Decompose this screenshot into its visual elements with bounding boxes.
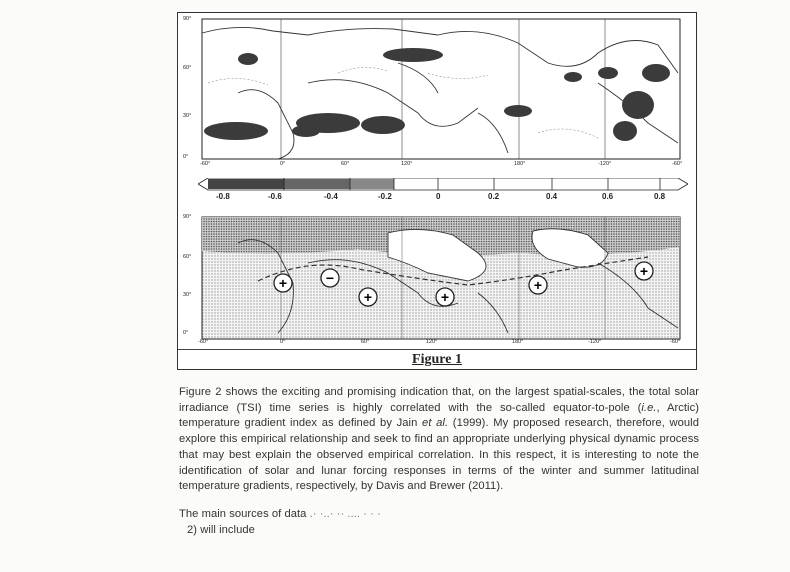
marker-1 [274, 274, 292, 292]
bottom-lat-0: 0° [183, 330, 189, 336]
bottom-lat-30: 30° [183, 292, 192, 298]
colorbar-tick-7: 0.4 [546, 192, 558, 201]
para2-line-2: 2) will include [187, 523, 255, 536]
svg-text:+: + [440, 289, 450, 305]
para1-italic-ie: i.e. [641, 401, 657, 414]
paragraph-2 [179, 507, 699, 523]
para1-part-1: Figure 2 shows the exciting and promising indication that, on the largest spatial-scales, the total solar irradiance (TSI) time series is highly correlated with the so-called equator-to-pole ( [179, 386, 699, 414]
top-lat-30: 30° [183, 113, 192, 119]
colorbar-tick-6: 0.2 [488, 192, 500, 201]
top-lat-60: 60° [183, 65, 192, 71]
marker-3 [359, 288, 377, 306]
bottom-lon-5: 180° [512, 339, 524, 345]
bottom-lon-7: -60° [670, 339, 681, 345]
figure-caption-row [178, 349, 696, 370]
colorbar-tick-4: -0.2 [378, 192, 392, 201]
colorbar-tick-2: -0.6 [268, 192, 282, 201]
top-lon-4: 120° [401, 161, 413, 167]
svg-text:+: + [533, 277, 543, 293]
marker-6 [635, 262, 653, 280]
colorbar-tick-9: 0.8 [654, 192, 666, 201]
top-lat-0: 0° [183, 154, 189, 160]
colorbar-tick-5: 0 [436, 192, 441, 201]
svg-text:+: + [363, 289, 373, 305]
bottom-lat-60: 60° [183, 254, 192, 260]
marker-2 [321, 269, 339, 287]
para1-part-2: , Arctic) temperature gradient index as defined by Jain [179, 401, 699, 430]
para1-part-3: (1999). My proposed research, therefore, would explore this empirical relationship and seek to find an appropriate underlying physical dynamic process that may best explain the observed empirical correlation. In this respect, it is interesting to note the identification of solar and lunar forcing responses in terms of the winter and summer latitudinal temperature gradients, respectively, by Davis and Brewer (2011). [179, 417, 699, 493]
top-lon-3: 60° [341, 161, 350, 167]
bottom-lon-1: -60° [198, 339, 209, 345]
top-lon-6: -120° [598, 161, 612, 167]
figure-frame [177, 12, 697, 370]
bottom-lon-2: 0° [280, 339, 286, 345]
top-lon-7: -60° [672, 161, 683, 167]
paragraph-1 [179, 385, 699, 495]
body-text [179, 385, 699, 538]
colorbar-tick-1: -0.8 [216, 192, 230, 201]
marker-4 [436, 288, 454, 306]
colorbar [198, 178, 688, 208]
bottom-gradient-map [178, 213, 698, 343]
paragraph-2-line-2 [179, 523, 699, 539]
para2-smudge: .· ·..· ·· .... · · · [309, 507, 381, 520]
para2-line-1: The main sources of data [179, 507, 307, 520]
marker-5 [529, 276, 547, 294]
bottom-lat-90: 90° [183, 214, 192, 220]
bottom-lon-3: 60° [361, 339, 370, 345]
colorbar-bar [198, 178, 688, 192]
top-lon-2: 0° [280, 161, 286, 167]
top-lat-90: 90° [183, 16, 192, 22]
top-correlation-map [178, 13, 698, 173]
top-lon-1: -60° [200, 161, 211, 167]
colorbar-tick-3: -0.4 [324, 192, 338, 201]
bottom-lon-4: 120° [426, 339, 438, 345]
bottom-lon-6: -120° [588, 339, 602, 345]
para1-italic-etal: et al. [422, 417, 449, 430]
colorbar-tick-8: 0.6 [602, 192, 614, 201]
svg-text:+: + [639, 263, 649, 279]
svg-text:−: − [325, 270, 335, 286]
top-lon-5: 180° [514, 161, 526, 167]
figure-caption: Figure 1 [412, 352, 462, 367]
svg-text:+: + [278, 275, 288, 291]
